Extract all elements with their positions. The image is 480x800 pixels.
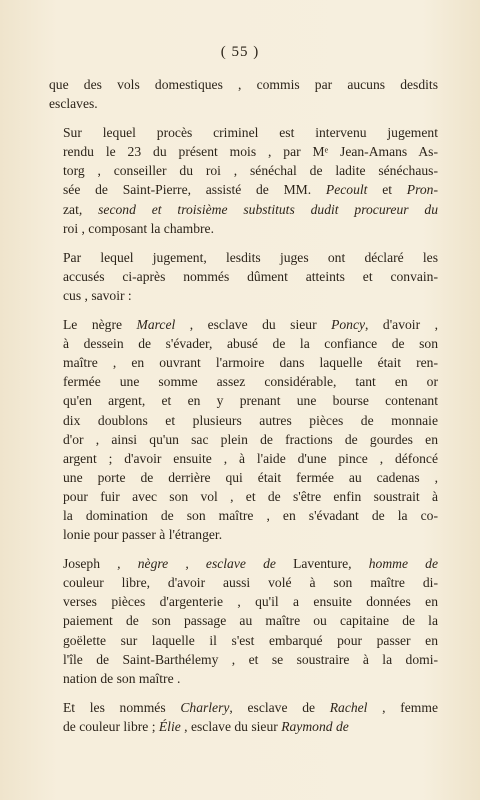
italic-name: Rachel	[329, 699, 368, 715]
text-line	[49, 123, 438, 142]
text-run: Le nègre	[63, 317, 137, 333]
text-line	[49, 219, 438, 238]
text-run: rendu le 23 du présent mois , par Mᵉ Jean-Amans As-	[63, 144, 438, 160]
text-line	[49, 650, 438, 669]
text-run: pour fuir avec son vol , et de s'être enfin soustrait à	[63, 488, 438, 504]
text-line	[49, 669, 438, 688]
text-run: dix doublons et plusieurs autres pièces de monnaie	[63, 412, 438, 428]
text-run: cus , savoir :	[63, 287, 132, 303]
italic-name: Raymond de	[281, 718, 349, 734]
paragraph	[49, 123, 438, 238]
text-run: Sur lequel procès criminel est intervenu jugement	[63, 125, 438, 141]
text-line	[49, 75, 438, 94]
text-run: une porte de derrière qui était fermée au cadenas ,	[63, 469, 438, 485]
text-run: esclaves.	[49, 96, 98, 112]
text-line	[49, 315, 438, 334]
text-line	[49, 180, 438, 199]
paragraph	[49, 75, 438, 113]
text-line	[49, 94, 438, 113]
text-run: roi , composant la chambre.	[63, 220, 214, 236]
text-line	[49, 698, 438, 717]
text-run: et	[367, 182, 407, 198]
text-line	[49, 611, 438, 630]
text-run: goëlette sur laquelle il s'est embarqué pour passer en	[63, 632, 438, 648]
text-run: maître , en ouvrant l'armoire dans laquelle était ren-	[63, 355, 438, 371]
text-line	[49, 554, 438, 573]
text-run: , esclave de	[229, 699, 330, 715]
text-run: sée de Saint-Pierre, assisté de MM.	[63, 182, 326, 198]
text-line	[49, 161, 438, 180]
text-line	[49, 592, 438, 611]
text-run: argent ; d'avoir ensuite , à l'aide d'une pince , défoncé	[63, 450, 438, 466]
italic-name: , second et troisième substituts dudit procureur du	[78, 201, 438, 217]
text-line	[49, 430, 438, 449]
text-run: Laventure	[293, 556, 349, 572]
italic-name: Élie	[158, 718, 181, 734]
text-run: Et les nommés	[63, 699, 181, 715]
text-line	[49, 353, 438, 372]
italic-name: , homme de	[348, 556, 438, 572]
text-run: fermée une somme assez considérable, tant en or	[63, 374, 438, 390]
text-line	[49, 391, 438, 410]
text-run: Par lequel jugement, lesdits juges ont déclaré les	[63, 249, 438, 265]
italic-name: , nègre , esclave de	[100, 556, 294, 572]
text-line	[49, 631, 438, 650]
text-run: , esclave du sieur	[180, 718, 282, 734]
text-line	[49, 200, 438, 219]
text-run: lonie pour passer à l'étranger.	[63, 527, 223, 543]
page-number: ( 55 )	[220, 44, 260, 60]
text-run: que des vols domestiques , commis par aucuns desdits	[49, 77, 438, 92]
text-line	[49, 449, 438, 468]
text-line	[49, 411, 438, 430]
text-line	[49, 267, 438, 286]
text-line	[49, 286, 438, 305]
text-run: la domination de son maître , en s'évadant de la co-	[63, 507, 438, 523]
text-run: de couleur libre ;	[63, 718, 159, 734]
italic-name: Marcel	[136, 317, 176, 333]
text-line	[49, 573, 438, 592]
text-line	[49, 142, 438, 161]
text-run: , d'avoir ,	[365, 317, 438, 333]
text-run: Joseph	[63, 556, 101, 572]
text-line	[49, 487, 438, 506]
text-run: nation de son maître .	[63, 670, 181, 686]
italic-name: Poncy	[331, 317, 366, 333]
paragraph	[49, 315, 438, 544]
text-line	[49, 525, 438, 544]
text-line	[49, 372, 438, 391]
text-line	[49, 334, 438, 353]
text-run: paiement de son passage au maître ou capitaine de la	[63, 613, 438, 629]
italic-name: Pecoult	[325, 182, 368, 198]
text-line	[49, 717, 438, 736]
text-run: à dessein de s'évader, abusé de la confiance de son	[63, 336, 438, 352]
text-run: l'île de Saint-Barthélemy , et se soustraire à la domi-	[63, 651, 438, 667]
text-run: , esclave du sieur	[175, 317, 332, 333]
text-run: accusés ci-après nommés dûment atteints et convain-	[63, 268, 438, 284]
text-line	[49, 248, 438, 267]
text-run: qu'en argent, et en y prenant une bourse contenant	[63, 393, 438, 409]
text-run: verses pièces d'argenterie , qu'il a ensuite données en	[63, 594, 438, 610]
text-line	[49, 468, 438, 487]
text-run: d'or , ainsi qu'un sac plein de fractions de gourdes en	[63, 431, 438, 447]
paragraph	[49, 554, 438, 688]
text-run: torg , conseiller du roi , sénéchal de ladite sénéchaus-	[63, 163, 438, 179]
italic-name: Charlery	[180, 699, 230, 715]
text-run: , femme	[367, 699, 438, 715]
body-text	[49, 75, 438, 736]
text-line	[49, 506, 438, 525]
italic-name: Pron-	[406, 182, 438, 198]
paragraph	[49, 248, 438, 305]
text-run: zat	[63, 201, 79, 217]
paragraph	[49, 698, 438, 736]
text-run: couleur libre, d'avoir aussi volé à son maître di-	[63, 575, 438, 591]
